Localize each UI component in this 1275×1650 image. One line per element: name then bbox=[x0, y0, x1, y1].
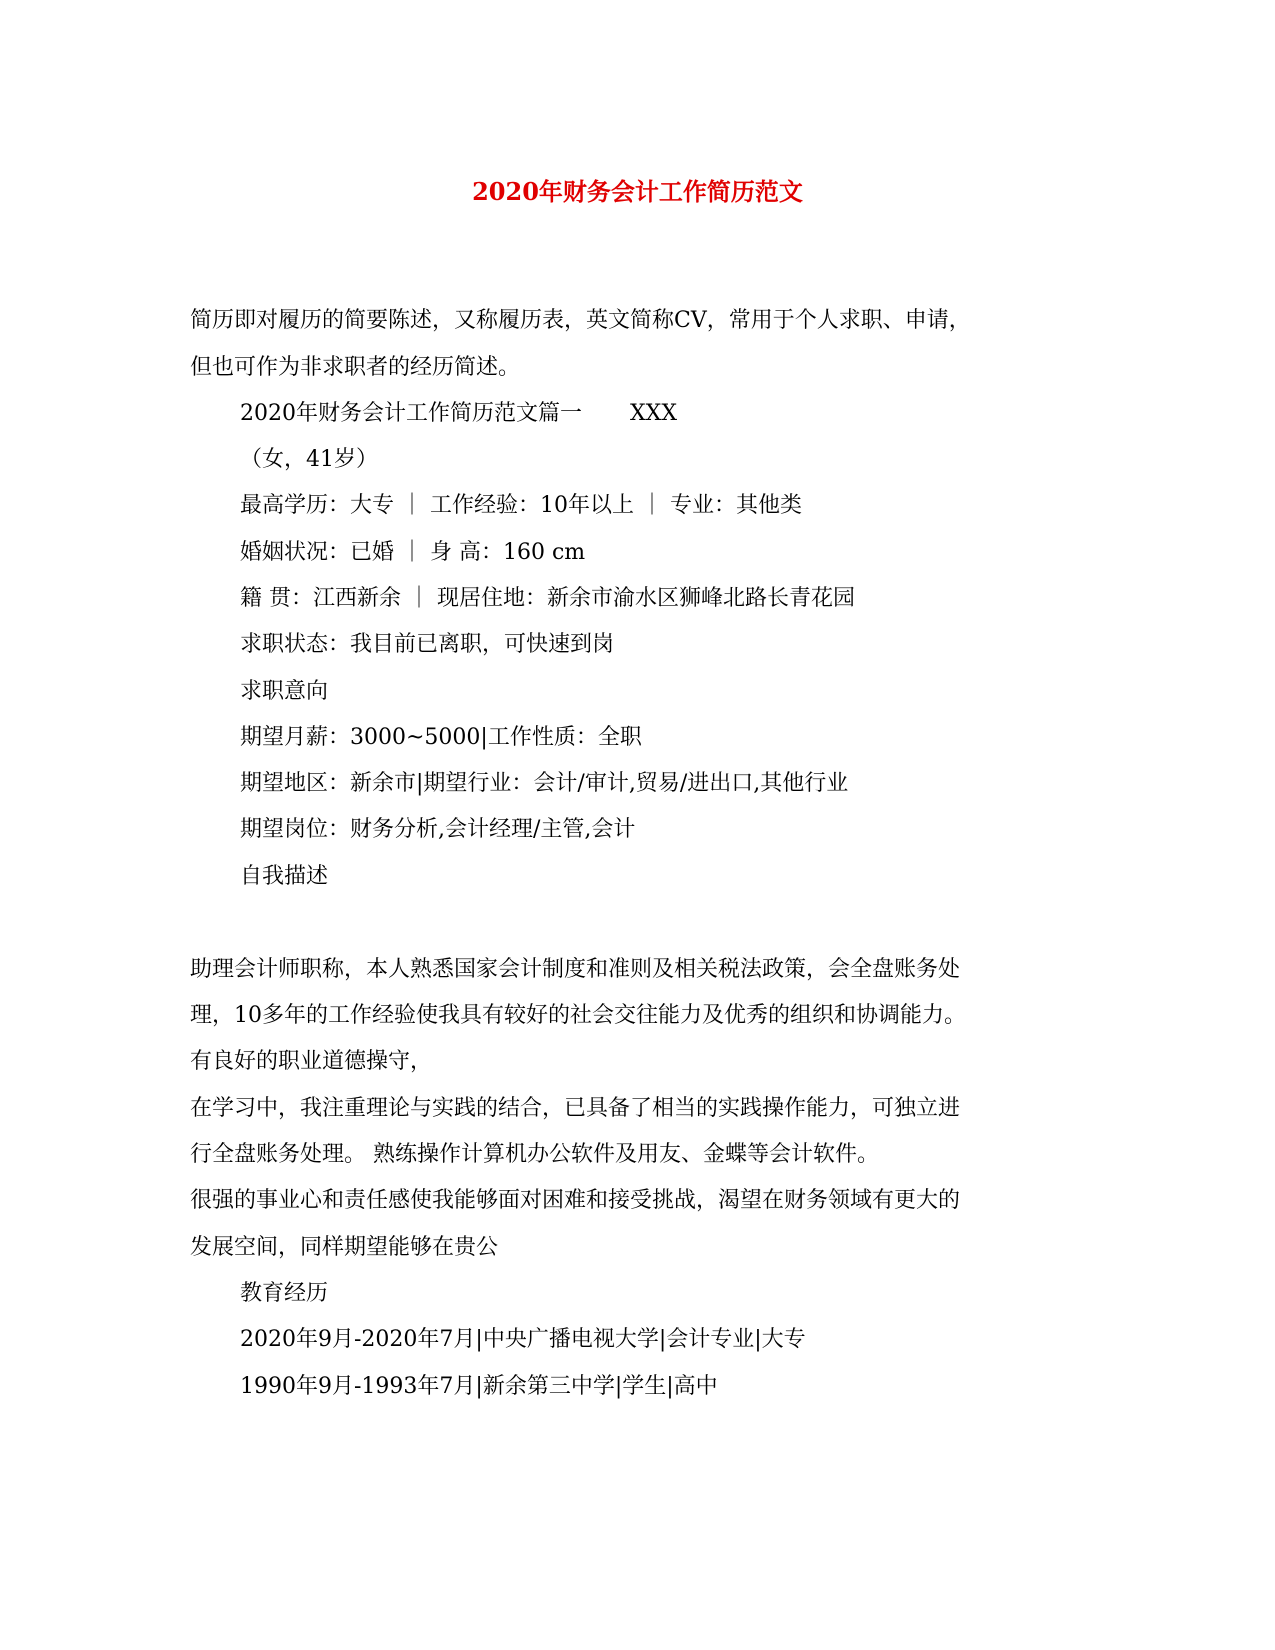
education-item-2: 1990年9月-1993年7月|新余第三中学|学生|高中 bbox=[240, 1374, 718, 1399]
self-description-line-3: 有良好的职业道德操守， bbox=[190, 1049, 433, 1074]
self-heading: 自我描述 bbox=[240, 864, 329, 889]
intention-position: 期望岗位：财务分析,会计经理/主管,会计 bbox=[240, 817, 636, 842]
self-description-line-5: 行全盘账务处理。 熟练操作计算机办公软件及用友、金蝶等会计软件。 bbox=[190, 1142, 879, 1167]
intention-heading: 求职意向 bbox=[240, 679, 329, 704]
education-heading: 教育经历 bbox=[240, 1281, 329, 1306]
profile-education-experience: 最高学历：大专 ｜ 工作经验：10年以上 ｜ 专业：其他类 bbox=[240, 493, 802, 518]
profile-marital-height: 婚姻状况：已婚 ｜ 身 高：160 cm bbox=[240, 540, 586, 565]
intro-line-1: 简历即对履历的简要陈述，又称履历表，英文简称CV，常用于个人求职、申请， bbox=[190, 308, 971, 333]
intention-region-industry: 期望地区：新余市|期望行业：会计/审计,贸易/进出口,其他行业 bbox=[240, 771, 849, 796]
sample-heading: 2020年财务会计工作简历范文篇一 bbox=[240, 401, 582, 426]
sample-name: XXX bbox=[630, 401, 677, 426]
profile-hometown-residence: 籍 贯：江西新余 ｜ 现居住地：新余市渝水区狮峰北路长青花园 bbox=[240, 586, 855, 611]
self-description-line-7: 发展空间，同样期望能够在贵公 bbox=[190, 1235, 499, 1260]
self-description-line-6: 很强的事业心和责任感使我能够面对困难和接受挑战，渴望在财务领域有更大的 bbox=[190, 1188, 961, 1213]
sample-heading-row bbox=[240, 399, 677, 429]
profile-gender-age: （女，41岁） bbox=[240, 447, 378, 472]
intention-salary: 期望月薪：3000~5000|工作性质：全职 bbox=[240, 725, 642, 750]
profile-job-status: 求职状态：我目前已离职，可快速到岗 bbox=[240, 632, 615, 657]
page-title: 2020年财务会计工作简历范文 bbox=[472, 177, 803, 206]
self-description-line-2: 理，10多年的工作经验使我具有较好的社会交往能力及优秀的组织和协调能力。 bbox=[190, 1003, 966, 1028]
self-description-line-1: 助理会计师职称，本人熟悉国家会计制度和准则及相关税法政策，会全盘账务处 bbox=[190, 957, 961, 982]
education-item-1: 2020年9月-2020年7月|中央广播电视大学|会计专业|大专 bbox=[240, 1327, 806, 1352]
intro-line-2: 但也可作为非求职者的经历简述。 bbox=[190, 355, 521, 380]
self-description-line-4: 在学习中，我注重理论与实践的结合，已具备了相当的实践操作能力，可独立进 bbox=[190, 1096, 961, 1121]
